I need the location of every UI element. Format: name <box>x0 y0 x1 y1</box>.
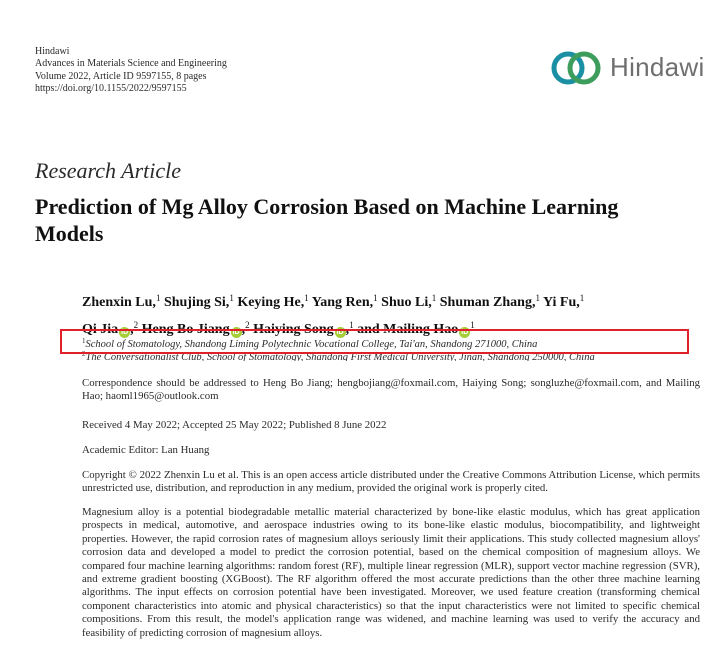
affiliation-2: $^2$The Conversationalist Club, School of Stomatology, Shandong First Medical University, Jinan, Shandong 250000, China <box>82 350 595 361</box>
author-affiliation-sup: 1 <box>304 293 309 303</box>
author-name[interactable]: Zhenxin Lu, <box>82 295 156 310</box>
author-name[interactable]: and Mailing Hao <box>357 322 459 337</box>
correspondence: Correspondence should be addressed to Heng Bo Jiang; hengbojiang@foxmail.com, Haiying Song; songluzhe@foxmail.com, and Mailing Hao; haoml1965@outlook.com <box>82 377 700 403</box>
article-type: Research Article <box>35 158 182 183</box>
orcid-icon[interactable]: iD <box>336 329 344 336</box>
author-affiliation-sup: 1 <box>349 320 354 330</box>
author-list: Zhenxin Lu,$^1$ Shujing Si,$^1$ Keying He,$^1$ Yang Ren,$^1$ Shuo Li,$^1$ Shuman Zhang,$^1$ Yi Fu,$^1$ Qi Jia iD ,$^2$ Heng Bo Jiang iD ,$^2$ Haiying Song iD ,$^1$ and Mailing Hao $iD^1$ <box>82 293 585 337</box>
author-name[interactable]: Yang Ren, <box>311 295 374 310</box>
author-affiliation-sup: 2 <box>133 320 139 330</box>
publication-dates: Received 4 May 2022; Accepted 25 May 2022; Published 8 June 2022 <box>82 419 387 431</box>
author-name[interactable]: Shujing Si, <box>163 295 230 310</box>
journal-name: Advances in Materials Science and Engineering <box>35 58 227 70</box>
author-name[interactable]: Qi Jia <box>82 322 119 337</box>
academic-editor: Academic Editor: Lan Huang <box>82 444 210 456</box>
publisher-name: Hindawi <box>35 46 70 57</box>
author-affiliation-sup: 1 <box>470 320 475 330</box>
author-affiliation-sup: 1 <box>229 293 234 303</box>
author-name[interactable]: Yi Fu, <box>542 295 580 310</box>
article-title: Prediction of Mg Alloy Corrosion Based on Machine Learning Models <box>35 194 619 246</box>
journal-info <box>35 46 227 95</box>
affiliation-2-text: The Conversationalist Club, School of Stomatology, Shandong First Medical University, Jinan, Shandong 250000, China <box>85 352 595 361</box>
doi-link[interactable]: https://doi.org/10.1155/2022/9597155 <box>35 82 187 94</box>
author-name[interactable]: Haiying Song <box>253 322 334 337</box>
hindawi-rings-icon <box>548 46 608 90</box>
author-affiliation-sup: 1 <box>373 293 378 303</box>
volume-info: Volume 2022, Article ID 9597155, 8 pages <box>35 70 207 82</box>
orcid-icon[interactable]: iD <box>121 329 129 336</box>
logo-text: Hindawi <box>610 52 705 82</box>
author-name[interactable]: Keying He, <box>237 295 305 310</box>
abstract: Magnesium alloy is a potential biodegradable metallic material characterized by bone-like elastic modulus, which has great application prospects in medical, automotive, and aerospace industries owing to its bone-like elastic modulus, biocompatibility, and lightweight properties. However, the rapid corrosion rates of magnesium alloys seriously limit their applications. This study collected magnesium alloys' corrosion data and developed a model to predict the corrosion potential, based on the chemical composition of magnesium alloys. We compared four machine learning algorithms: random forest (RF), multiple linear regression (MLR), support vector machine regression (SVR), and extreme gradient boosting (XGBoost). The RF algorithm offered the most accurate predictions than the other three machine learning algorithms. The input effects on corrosion potential have been investigated. Moreover, we used feature creation (transforming chemical component characteristics into atomic and physical characteristics) so that the input characteristics were not limited to specific chemical compositions. From this result, the model's application range was widened, and machine learning was used to verify the accuracy and feasibility of predicting corrosion of magnesium alloys. <box>82 506 700 639</box>
author-affiliation-sup: 1 <box>535 293 540 303</box>
author-affiliation-sup: 2 <box>245 320 250 330</box>
orcid-icon[interactable]: iD <box>232 329 240 336</box>
affiliation-1: $^1$School of Stomatology, Shandong Liming Polytechnic Vocational College, Tai'an, Shandong 271000, China <box>82 337 538 350</box>
author-affiliation-sup: 1 <box>431 293 437 303</box>
highlight-box <box>60 329 689 354</box>
hindawi-logo[interactable] <box>548 46 708 90</box>
author-affiliation-sup: 1 <box>155 293 161 303</box>
affiliation-1-text: School of Stomatology, Shandong Liming Polytechnic Vocational College, Tai'an, Shandong 271000, China <box>85 339 538 350</box>
author-affiliation-sup: 1 <box>579 293 585 303</box>
copyright-notice: Copyright © 2022 Zhenxin Lu et al. This is an open access article distributed under the Creative Commons Attribution License, which permits unrestricted use, distribution, and reproduction in any medium, provided the original work is properly cited. <box>82 469 700 495</box>
author-name[interactable]: Shuo Li, <box>381 295 432 310</box>
author-name[interactable]: Shuman Zhang, <box>439 295 536 310</box>
author-name[interactable]: Heng Bo Jiang <box>141 322 230 337</box>
orcid-icon[interactable]: iD <box>461 329 469 336</box>
